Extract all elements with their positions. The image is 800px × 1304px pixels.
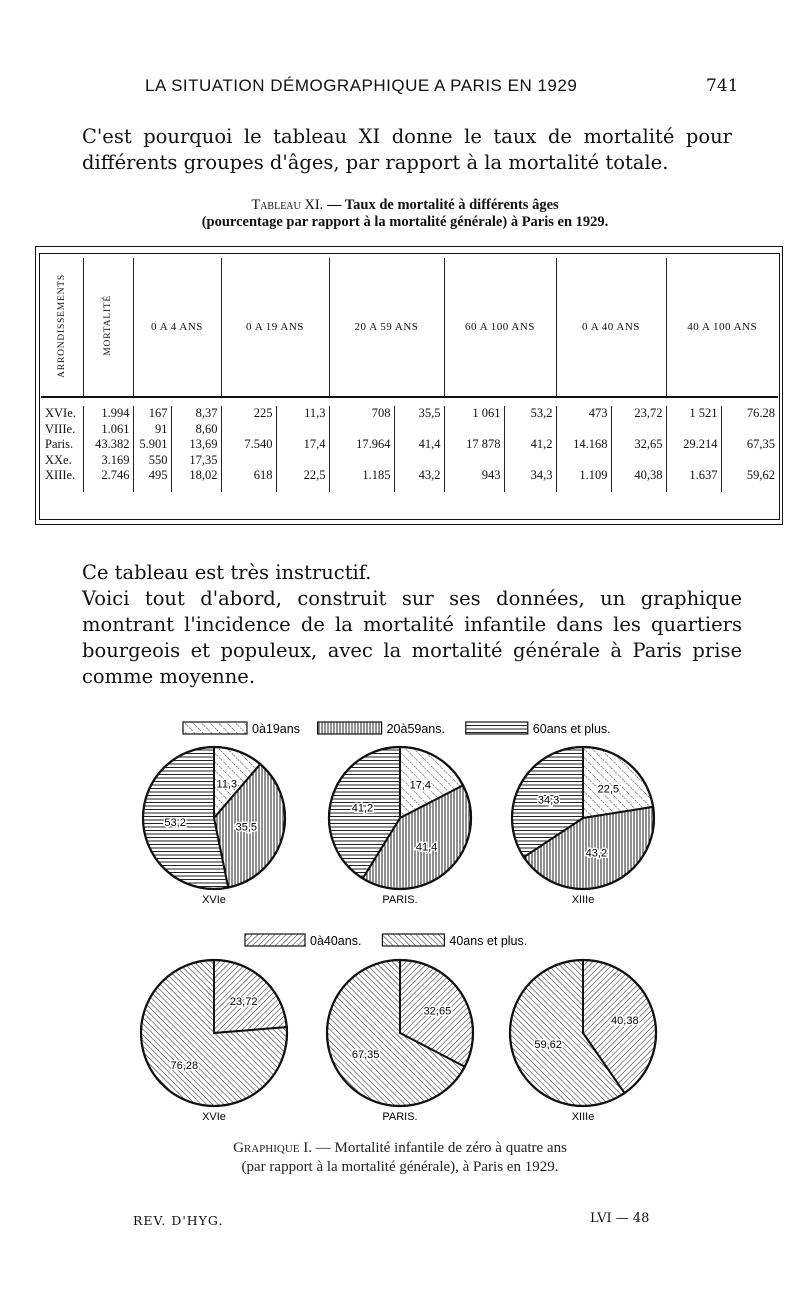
- running-header: LA SITUATION DÉMOGRAPHIQUE A PARIS EN 1929: [145, 76, 578, 95]
- table-cell: 11,3: [276, 406, 329, 422]
- table-cell: 1.637: [666, 468, 721, 492]
- figure-caption-line1: — Mortalité infantile de zéro à quatre ans: [312, 1140, 567, 1156]
- legend-label: 0à40ans.: [310, 934, 362, 948]
- table-cell: 32,65: [611, 437, 666, 453]
- intro-paragraph: C'est pourquoi le tableau XI donne le taux de mortalité pour différents groupes d'âges, par rapport à la mortalité totale.: [82, 125, 732, 174]
- table-cell: 53,2: [504, 406, 556, 422]
- row-mortalite: 1.061: [83, 422, 133, 438]
- table-cell: [394, 453, 444, 469]
- body-paragraph-text: Voici tout d'abord, construit sur ses données, un graphique montrant l'incidence de la mortalité infantile dans les quartiers bourgeois et populeux, avec la mortalité générale à Paris prise comme moyenne.: [82, 587, 742, 688]
- table-cell: 23,72: [611, 406, 666, 422]
- pie-chart: [327, 960, 473, 1123]
- table-cell: 1 521: [666, 406, 721, 422]
- body-paragraph-line1: Ce tableau est très instructif.: [82, 561, 372, 584]
- legend-swatch: [382, 934, 444, 946]
- table-cell: 8,60: [171, 422, 221, 438]
- table-cell: 7.540: [221, 437, 276, 453]
- table-header-row: [41, 258, 778, 397]
- legend-swatch: [245, 934, 305, 946]
- table-row: [41, 453, 778, 469]
- legend-age-groups-2: [245, 934, 527, 948]
- slice-value-label: 53,2: [164, 816, 186, 829]
- table-cell: 8,37: [171, 406, 221, 422]
- table-caption-line2: (pourcentage par rapport à la mortalité générale) à Paris en 1929.: [201, 214, 609, 230]
- table-cell: [504, 422, 556, 438]
- slice-value-label: 67,35: [351, 1048, 380, 1061]
- table-cell: [504, 453, 556, 469]
- table-caption-line1: — Taux de mortalité à différents âges: [323, 197, 559, 213]
- table-cell: 225: [221, 406, 276, 422]
- table-cell: 40,38: [611, 468, 666, 492]
- legend-label: 60ans et plus.: [532, 722, 611, 736]
- table-cell: [556, 422, 611, 438]
- table-cell: 550: [133, 453, 171, 469]
- table-cell: 943: [444, 468, 504, 492]
- legend-label: 40ans et plus.: [449, 934, 528, 948]
- table-cell: 43,2: [394, 468, 444, 492]
- row-arrondissement: XXe.: [45, 452, 72, 467]
- table-cell: 1.185: [329, 468, 394, 492]
- table-cell: 473: [556, 406, 611, 422]
- table-cell: 67,35: [721, 437, 778, 453]
- table-cell: [276, 453, 329, 469]
- table-cell: [556, 453, 611, 469]
- table-cell: [666, 422, 721, 438]
- table-row: [41, 437, 778, 453]
- row-mortalite: 3.169: [83, 453, 133, 469]
- table-cell: 17,4: [276, 437, 329, 453]
- legend-swatch: [183, 722, 247, 734]
- table-cell: 34,3: [504, 468, 556, 492]
- col-header-0-4: 0 A 4 ANS: [133, 258, 221, 397]
- col-header-40-100: 40 A 100 ANS: [666, 258, 778, 397]
- table-row: [41, 406, 778, 422]
- footer-volume: LVI — 48: [590, 1211, 650, 1226]
- table-cell: [444, 453, 504, 469]
- col-header-0-40: 0 A 40 ANS: [556, 258, 666, 397]
- col-header-mortalite: MORTALITÉ: [83, 258, 133, 397]
- slice-value-label: 41,2: [351, 802, 374, 815]
- pie-label: XVIe: [202, 894, 226, 906]
- pie-label: XVIe: [202, 1111, 226, 1123]
- table-cell: [444, 422, 504, 438]
- table-cell: [276, 422, 329, 438]
- figure-caption: [130, 1139, 670, 1177]
- pie-label: XIIIe: [571, 894, 595, 906]
- slice-value-label: 43,2: [585, 847, 608, 860]
- table-cell: 76.28: [721, 406, 778, 422]
- slice-value-label: 40,38: [611, 1014, 639, 1027]
- legend-swatch: [466, 722, 528, 734]
- table-cell: 618: [221, 468, 276, 492]
- page-number: 741: [706, 76, 739, 96]
- slice-value-label: 32,65: [423, 1005, 452, 1018]
- footer-journal: REV. D'HYG.: [133, 1213, 224, 1228]
- table-cell: 1 061: [444, 406, 504, 422]
- row-arrondissement: XIIIe.: [45, 468, 76, 482]
- legend-label: 20à59ans.: [386, 722, 445, 736]
- col-header-arrondissements: ARRONDISSEMENTS: [56, 273, 67, 378]
- figure-caption-line2: (par rapport à la mortalité générale), à Paris en 1929.: [241, 1159, 559, 1175]
- table-cell: [611, 453, 666, 469]
- row-mortalite: 43.382: [83, 437, 133, 453]
- slice-value-label: 34,3: [537, 794, 560, 807]
- col-header-60-100: 60 A 100 ANS: [444, 258, 556, 397]
- row-arrondissement: XVIe.: [45, 406, 76, 420]
- table-cell: 1.109: [556, 468, 611, 492]
- pie-chart: [512, 747, 654, 906]
- table-cell: [329, 453, 394, 469]
- row-arrondissement: Paris.: [45, 437, 74, 451]
- slice-value-label: 11,3: [216, 778, 238, 791]
- pie-label: PARIS.: [382, 1111, 418, 1123]
- slice-value-label: 41,4: [415, 841, 438, 854]
- table-cell: 59,62: [721, 468, 778, 492]
- table-cell: [721, 422, 778, 438]
- table-cell: 41,2: [504, 437, 556, 453]
- table-cell: 167: [133, 406, 171, 422]
- pie-chart: [329, 747, 471, 906]
- pie-label: XIIIe: [571, 1111, 595, 1123]
- table-cell: 17,35: [171, 453, 221, 469]
- slice-value-label: 76,28: [170, 1060, 199, 1073]
- slice-value-label: 59,62: [534, 1038, 562, 1051]
- pie-label: PARIS.: [382, 894, 418, 906]
- table-cell: 5.901: [133, 437, 171, 453]
- table-cell: 22,5: [276, 468, 329, 492]
- table-cell: [221, 453, 276, 469]
- table-cell: [721, 453, 778, 469]
- table-cell: 91: [133, 422, 171, 438]
- figure-caption-label: Graphique I.: [233, 1140, 313, 1156]
- pie-chart: [510, 960, 656, 1123]
- body-paragraph: [82, 560, 742, 690]
- pie-chart: [141, 960, 287, 1123]
- table-cell: 18,02: [171, 468, 221, 492]
- table-cell: 17.964: [329, 437, 394, 453]
- slice-value-label: 17,4: [409, 779, 432, 792]
- legend-age-groups-1: [183, 722, 611, 736]
- table-cell: 41,4: [394, 437, 444, 453]
- slice-value-label: 22,5: [597, 783, 620, 796]
- table-caption: [125, 197, 685, 231]
- row-mortalite: 1.994: [83, 406, 133, 422]
- table-cell: 495: [133, 468, 171, 492]
- table-caption-label: Tableau XI.: [251, 197, 324, 213]
- table-cell: 708: [329, 406, 394, 422]
- table-cell: [611, 422, 666, 438]
- table-cell: [394, 422, 444, 438]
- row-mortalite: 2.746: [83, 468, 133, 492]
- legend-swatch: [318, 722, 382, 734]
- col-header-20-59: 20 A 59 ANS: [329, 258, 444, 397]
- slice-value-label: 23,72: [229, 995, 258, 1008]
- col-header-0-19: 0 A 19 ANS: [221, 258, 329, 397]
- table-row: [41, 468, 778, 492]
- table-cell: [221, 422, 276, 438]
- pie-chart: [143, 747, 285, 906]
- table-cell: 35,5: [394, 406, 444, 422]
- table-cell: 13,69: [171, 437, 221, 453]
- mortality-table: [41, 258, 778, 492]
- table-row: [41, 422, 778, 438]
- legend-label: 0à19ans: [252, 722, 300, 736]
- table-cell: [329, 422, 394, 438]
- table-cell: 14.168: [556, 437, 611, 453]
- table-cell: 29.214: [666, 437, 721, 453]
- row-arrondissement: VIIIe.: [45, 421, 76, 436]
- pie-charts-figure: [0, 700, 800, 1130]
- table-cell: [666, 453, 721, 469]
- table-cell: 17 878: [444, 437, 504, 453]
- slice-value-label: 35,5: [235, 821, 258, 834]
